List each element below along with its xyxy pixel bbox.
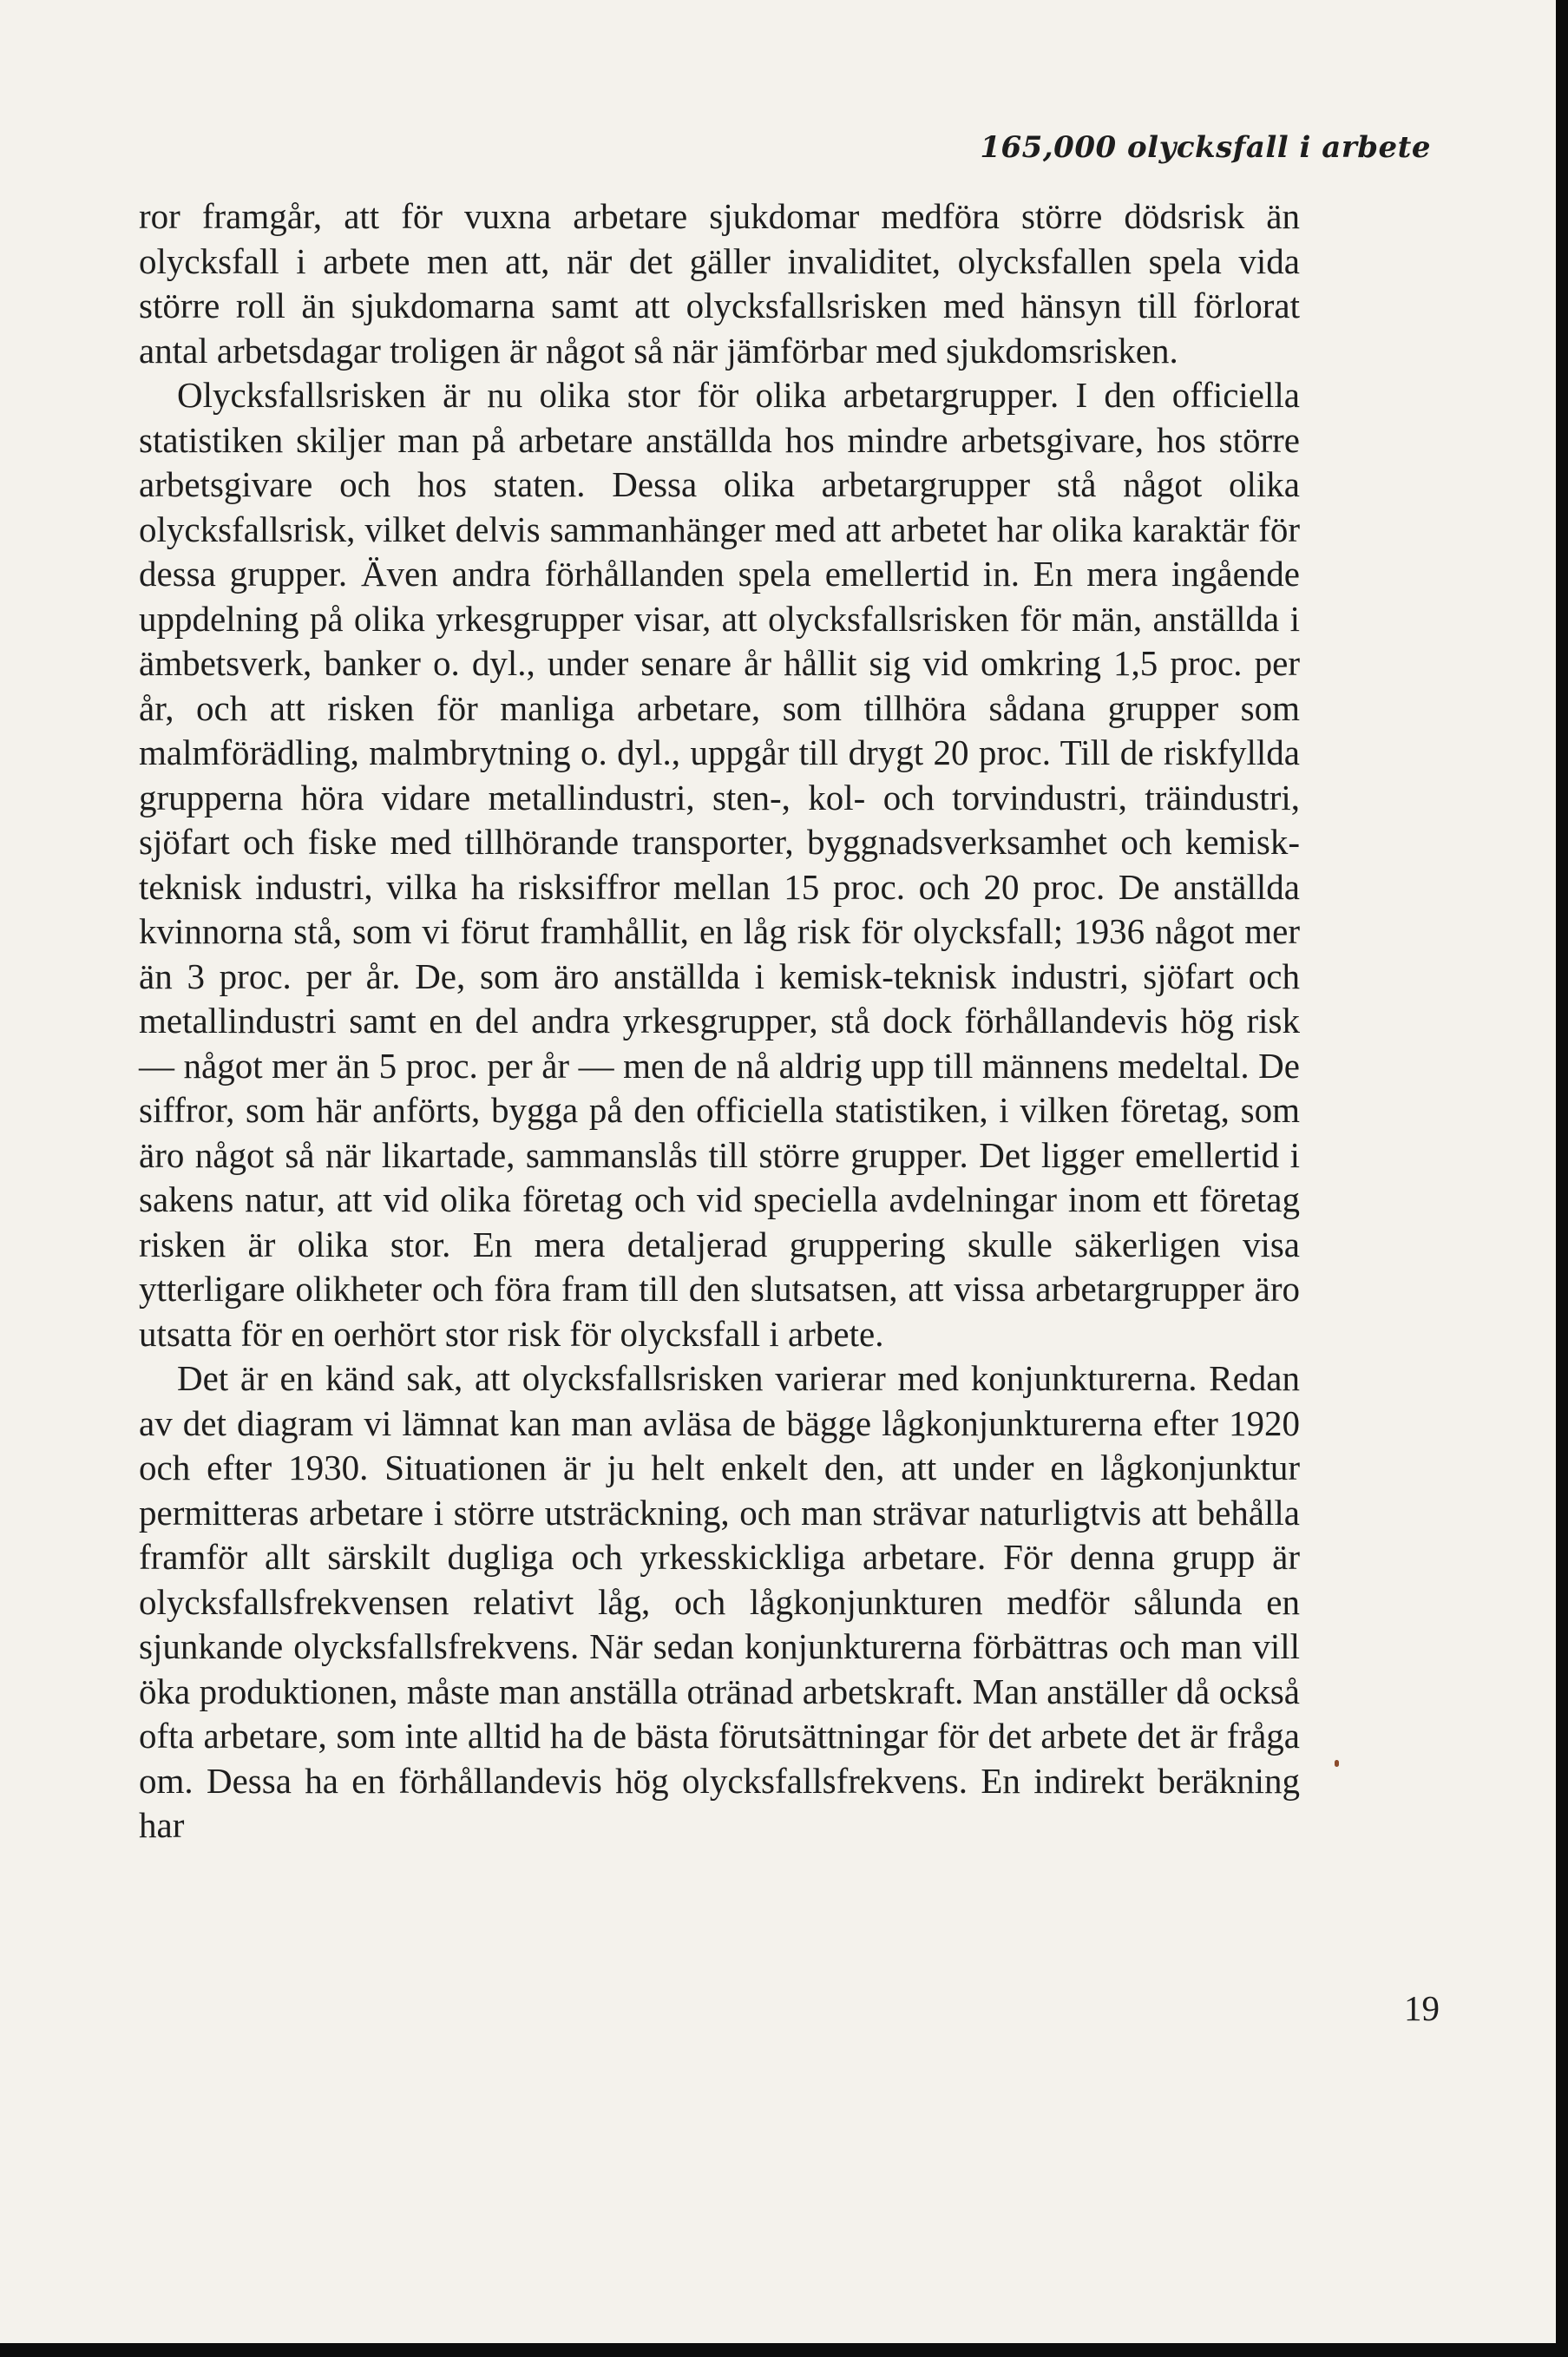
scan-edge-right	[1556, 0, 1568, 2357]
running-head: 165,000 olycksfall i arbete	[980, 130, 1431, 165]
paragraph-2: Olycksfallsrisken är nu olika stor för olika arbetargrupper. I den officiella statistiken skiljer man på arbetare anställda hos mindre arbetsgivare, hos större arbetsgivare och hos staten. Dessa olika arbetargrupper stå något olika olycksfallsrisk, vilket delvis sammanhänger med att arbetet har olika karaktär för dessa grupper. Även andra förhållanden spela emellertid in. En mera ingående uppdelning på olika yrkesgrupper visar, att olycksfallsrisken för män, anställda i ämbetsverk, banker o. dyl., under senare år hållit sig vid omkring 1,5 proc. per år, och att risken för manliga arbetare, som tillhöra sådana grupper som malmförädling, malmbrytning o. dyl., uppgår till drygt 20 proc. Till de riskfyllda grupperna höra vidare metallindustri, sten-, kol- och torvindustri, träindustri, sjöfart och fiske med tillhörande transporter, byggnadsverksamhet och kemisk-teknisk industri, vilka ha risksiffror mellan 15 proc. och 20 proc. De anställda kvinnorna stå, som vi förut framhållit, en låg risk för olycksfall; 1936 något mer än 3 proc. per år. De, som äro anställda i kemisk-teknisk industri, sjöfart och metallindustri samt en del andra yrkesgrupper, stå dock förhållandevis hög risk — något mer än 5 proc. per år — men de nå aldrig upp till männens medeltal. De siffror, som här anförts, bygga på den officiella statistiken, i vilken företag, som äro något så när likartade, sammanslås till större grupper. Det ligger emellertid i sakens natur, att vid olika företag och vid speciella avdelningar inom ett företag risken är olika stor. En mera detaljerad gruppering skulle säkerligen visa ytterligare olikheter och föra fram till den slutsatsen, att vissa arbetargrupper äro utsatta för en oerhört stor risk för olycksfall i arbete.	[139, 375, 1300, 1354]
paragraph-3: Det är en känd sak, att olycksfallsrisken varierar med konjunkturerna. Redan av det diagram vi lämnat kan man avläsa de bägge lågkonjunkturerna efter 1920 och efter 1930. Situationen är ju helt enkelt den, att under en lågkonjunktur permitteras arbetare i större utsträckning, och man strävar naturligtvis att behålla framför allt särskilt dugliga och yrkesskickliga arbetare. För denna grupp är olycksfallsfrekvensen relativt låg, och lågkonjunkturen medför sålunda en sjunkande olycksfallsfrekvens. När sedan konjunkturerna förbättras och man vill öka produktionen, måste man anställa otränad arbetskraft. Man anställer då också ofta arbetare, som inte alltid ha de bästa förutsättningar för det arbete det är fråga om. Dessa ha en förhållandevis hög olycksfallsfrekvens. En indirekt beräkning har	[139, 1358, 1300, 1845]
page-number: 19	[1404, 1988, 1440, 2028]
paper-speck	[1335, 1760, 1339, 1767]
paragraph-1: ror framgår, att för vuxna arbetare sjukdomar medföra större dödsrisk än olycksfall i arbete men att, när det gäller invaliditet, olycksfallen spela vida större roll än sjukdomarna samt att olycksfallsrisken med hänsyn till förlorat antal arbetsdagar troligen är något så när jämförbar med sjukdomsrisken.	[139, 196, 1300, 371]
body-text	[139, 194, 1300, 1848]
scan-edge-bottom	[0, 2343, 1568, 2357]
